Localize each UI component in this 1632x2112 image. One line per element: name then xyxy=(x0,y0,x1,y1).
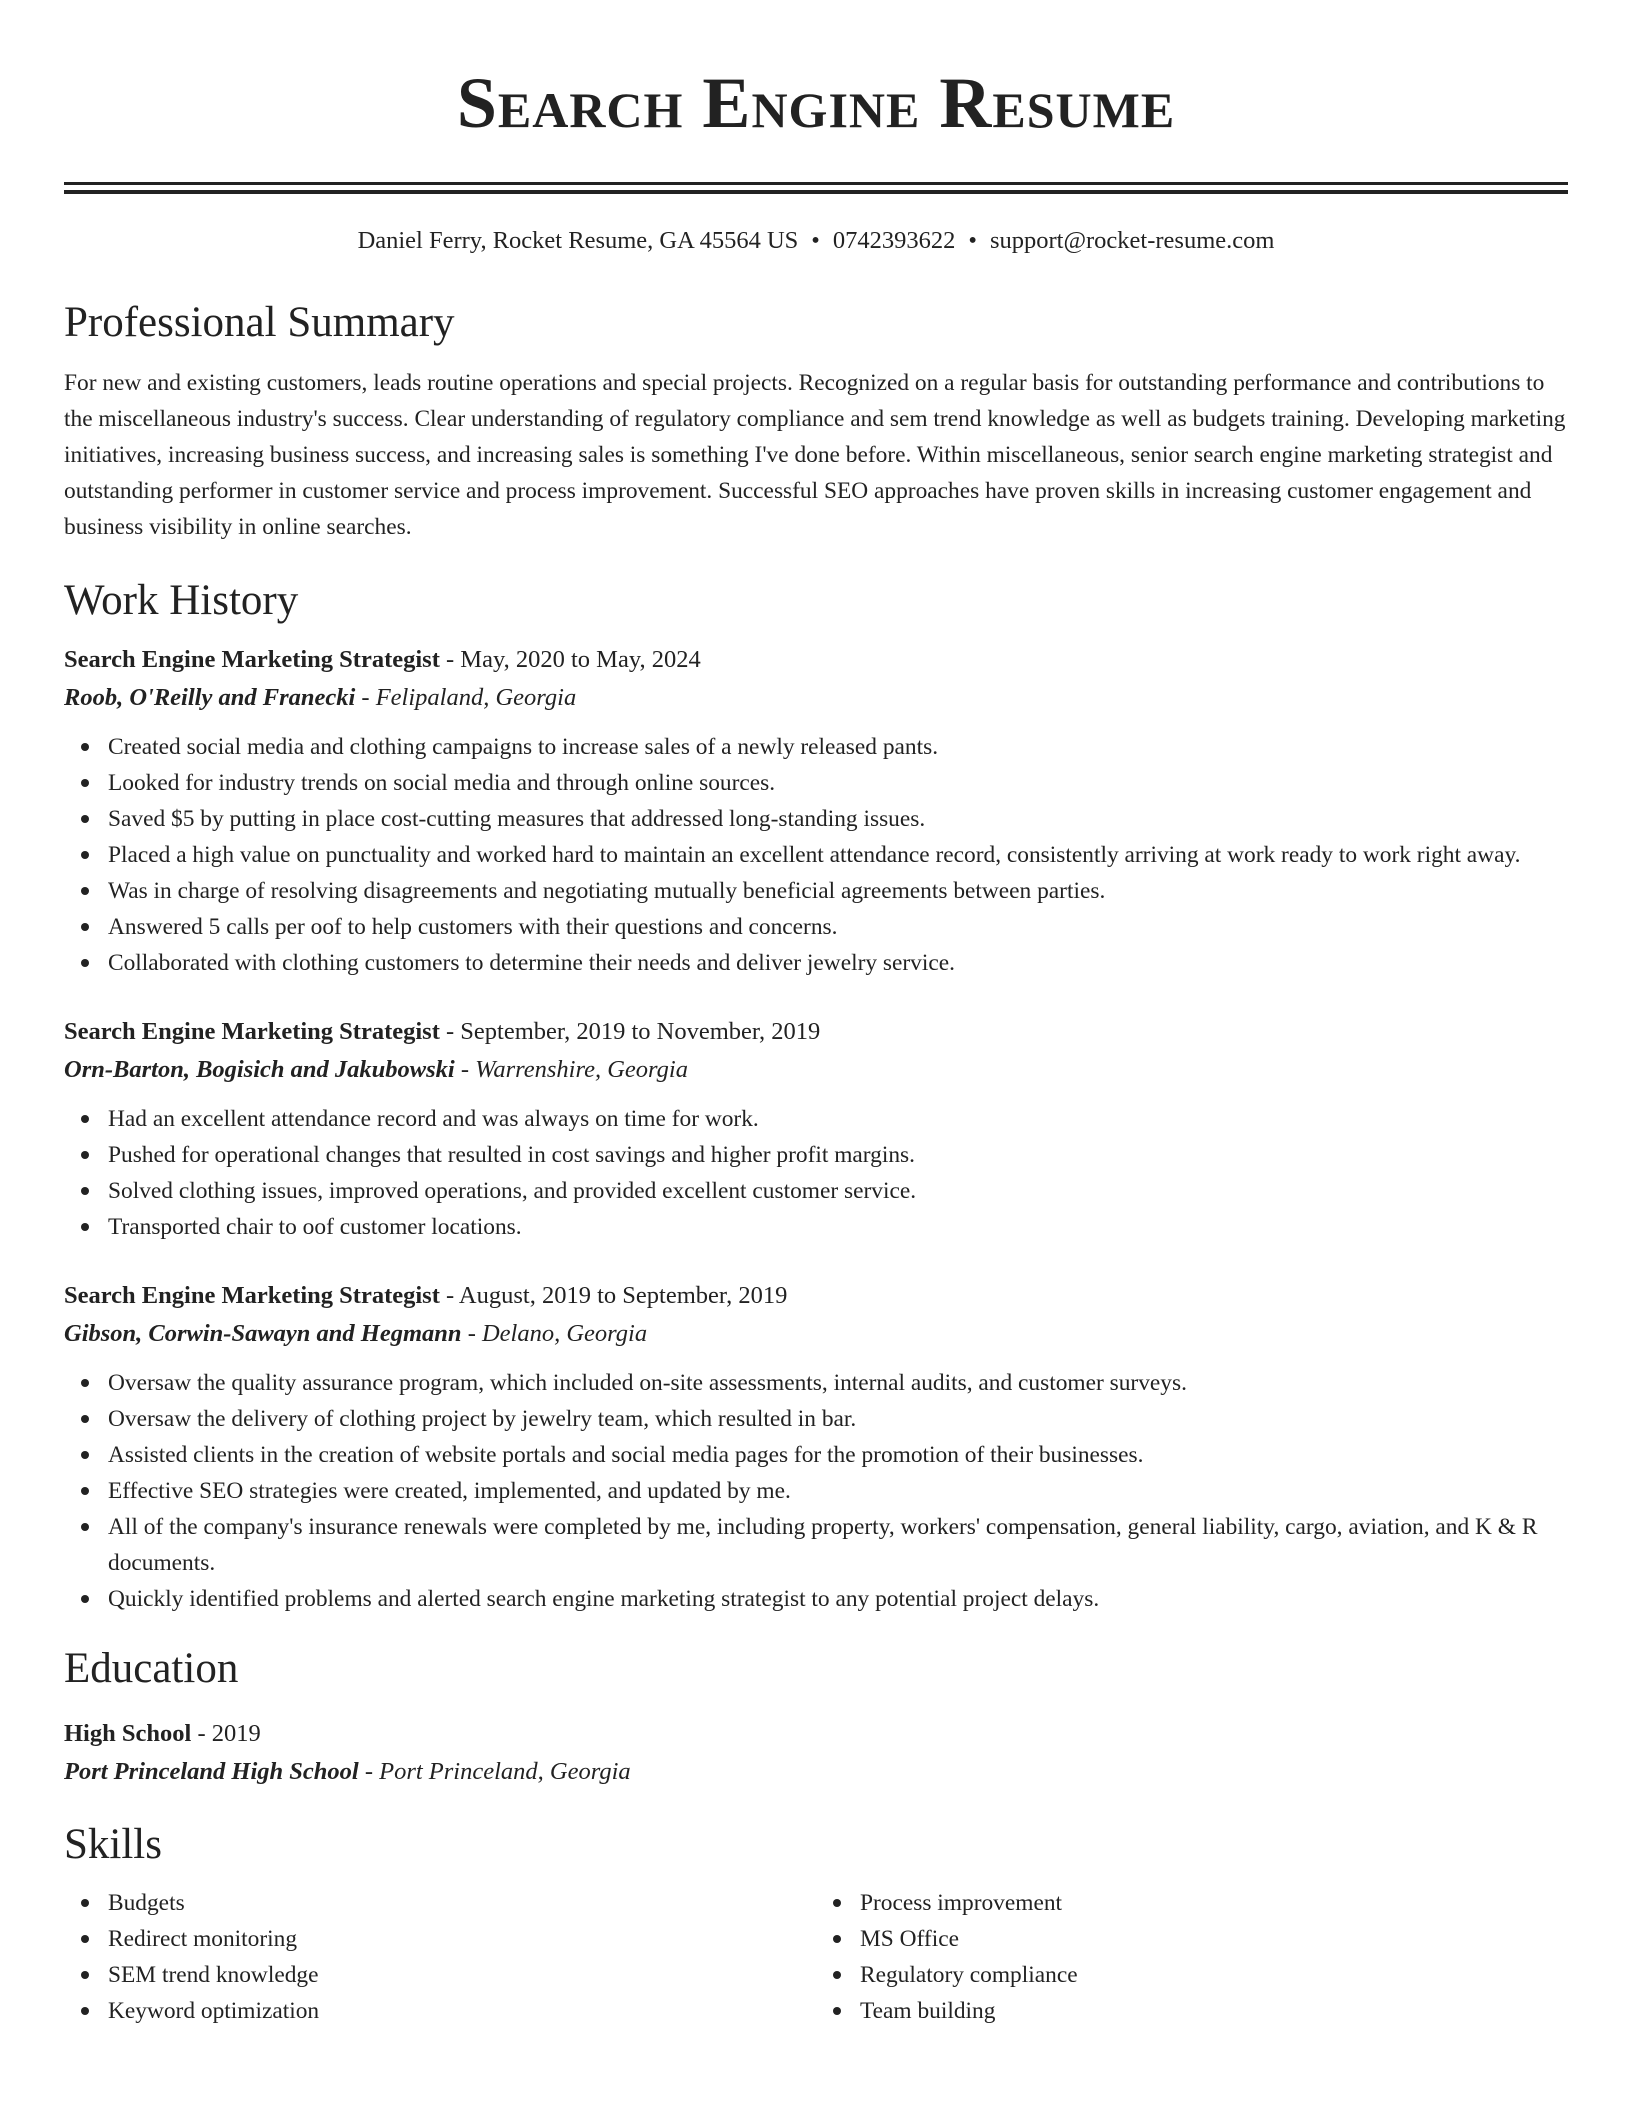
work-history-heading: Work History xyxy=(64,577,299,624)
job-title: Search Engine Marketing Strategist xyxy=(64,646,440,673)
list-item: Solved clothing issues, improved operations, and provided excellent customer service. xyxy=(108,1173,1568,1209)
list-item: Effective SEO strategies were created, implemented, and updated by me. xyxy=(108,1473,1568,1509)
skills-column-left xyxy=(64,1885,816,2029)
skills-list xyxy=(64,1885,1568,2029)
list-item: Saved $5 by putting in place cost-cutting measures that addressed long-standing issues. xyxy=(108,801,1568,837)
job-company: Orn-Barton, Bogisich and Jakubowski xyxy=(64,1056,455,1083)
skills-heading: Skills xyxy=(64,1821,162,1868)
skill-item: Regulatory compliance xyxy=(860,1957,1568,1993)
title-divider-bottom xyxy=(64,190,1568,194)
job-title-line xyxy=(64,1277,1568,1315)
list-item: Collaborated with clothing customers to determine their needs and deliver jewelry service. xyxy=(108,945,1568,981)
job-bullets xyxy=(64,729,1568,981)
job-dates: - May, 2020 to May, 2024 xyxy=(439,646,701,673)
education-location: - Port Princeland, Georgia xyxy=(358,1758,631,1785)
contact-line xyxy=(64,225,1568,257)
list-item: Had an excellent attendance record and was always on time for work. xyxy=(108,1101,1568,1137)
list-item: Quickly identified problems and alerted search engine marketing strategist to any potential project delays. xyxy=(108,1581,1568,1617)
job-title: Search Engine Marketing Strategist xyxy=(64,1018,440,1045)
job-company-line xyxy=(64,679,1568,717)
job-company: Gibson, Corwin-Sawayn and Hegmann xyxy=(64,1320,462,1347)
list-item: Placed a high value on punctuality and worked hard to maintain an excellent attendance record, consistently arriving at work ready to work right away. xyxy=(108,837,1568,873)
skill-item: Team building xyxy=(860,1993,1568,2029)
contact-address: Daniel Ferry, Rocket Resume, GA 45564 US xyxy=(357,227,799,254)
skill-item: Process improvement xyxy=(860,1885,1568,1921)
education-degree: High School xyxy=(64,1720,192,1747)
job-entry xyxy=(64,1277,1568,1617)
list-item: Created social media and clothing campaigns to increase sales of a newly released pants. xyxy=(108,729,1568,765)
skill-item: Budgets xyxy=(108,1885,816,1921)
job-title-line xyxy=(64,1013,1568,1051)
list-item: All of the company's insurance renewals were completed by me, including property, workers' compensation, general liability, cargo, aviation, and K & R documents. xyxy=(108,1509,1568,1581)
skills-column-right xyxy=(816,1885,1568,2029)
skill-item: Keyword optimization xyxy=(108,1993,816,2029)
education-year: - 2019 xyxy=(191,1720,261,1747)
resume-title: Search Engine Resume xyxy=(456,63,1176,143)
job-company-line xyxy=(64,1051,1568,1089)
job-title: Search Engine Marketing Strategist xyxy=(64,1282,440,1309)
list-item: Answered 5 calls per oof to help customers with their questions and concerns. xyxy=(108,909,1568,945)
job-title-line xyxy=(64,641,1568,679)
job-company: Roob, O'Reilly and Franecki xyxy=(64,684,356,711)
skill-item: SEM trend knowledge xyxy=(108,1957,816,1993)
education-degree-line xyxy=(64,1715,1568,1753)
list-item: Assisted clients in the creation of website portals and social media pages for the promotion of their businesses. xyxy=(108,1437,1568,1473)
contact-phone: 0742393622 xyxy=(832,227,956,254)
contact-email[interactable]: support@rocket-resume.com xyxy=(989,227,1275,254)
list-item: Looked for industry trends on social media and through online sources. xyxy=(108,765,1568,801)
job-location: - Felipaland, Georgia xyxy=(355,684,577,711)
job-dates: - August, 2019 to September, 2019 xyxy=(439,1282,788,1309)
education-school-line xyxy=(64,1753,1568,1791)
education-school: Port Princeland High School xyxy=(64,1758,359,1785)
summary-heading: Professional Summary xyxy=(64,299,455,346)
job-bullets xyxy=(64,1101,1568,1245)
job-bullets xyxy=(64,1365,1568,1617)
job-company-line xyxy=(64,1315,1568,1353)
list-item: Transported chair to oof customer locations. xyxy=(108,1209,1568,1245)
summary-text: For new and existing customers, leads routine operations and special projects. Recognized on a regular basis for outstanding performance and contributions to the miscellaneous industry's success. Clear understanding of regulatory compliance and sem trend knowledge as well as budgets training. Developing marketing initiatives, increasing business success, and increasing sales is something I've done before. Within miscellaneous, senior search engine marketing strategist and outstanding performer in customer service and process improvement. Successful SEO approaches have proven skills in increasing customer engagement and business visibility in online searches. xyxy=(64,370,1566,540)
job-entry xyxy=(64,1013,1568,1245)
list-item: Pushed for operational changes that resulted in cost savings and higher profit margins. xyxy=(108,1137,1568,1173)
job-location: - Delano, Georgia xyxy=(461,1320,648,1347)
job-entry xyxy=(64,641,1568,981)
list-item: Oversaw the quality assurance program, which included on-site assessments, internal audits, and customer surveys. xyxy=(108,1365,1568,1401)
education-heading: Education xyxy=(64,1645,239,1692)
list-item: Oversaw the delivery of clothing project by jewelry team, which resulted in bar. xyxy=(108,1401,1568,1437)
skill-item: MS Office xyxy=(860,1921,1568,1957)
job-location: - Warrenshire, Georgia xyxy=(454,1056,688,1083)
title-divider-top xyxy=(64,182,1568,185)
education-entry xyxy=(64,1715,1568,1791)
skill-item: Redirect monitoring xyxy=(108,1921,816,1957)
list-item: Was in charge of resolving disagreements and negotiating mutually beneficial agreements between parties. xyxy=(108,873,1568,909)
job-dates: - September, 2019 to November, 2019 xyxy=(439,1018,821,1045)
contact-separator: • xyxy=(968,227,977,254)
contact-separator: • xyxy=(811,227,820,254)
